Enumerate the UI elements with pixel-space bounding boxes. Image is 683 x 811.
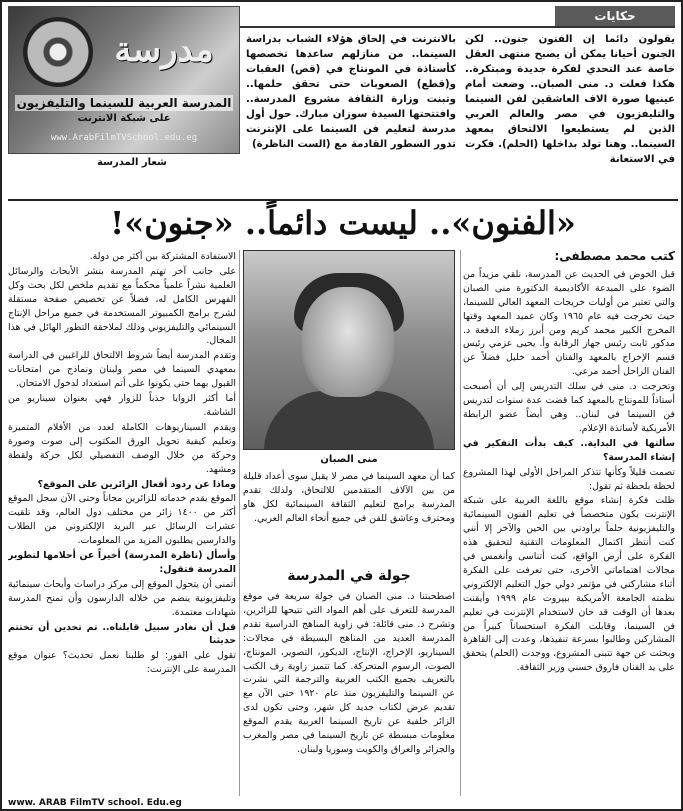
section-tab: حكايات [555, 6, 675, 26]
column-divider [460, 250, 461, 796]
film-reel-icon [23, 17, 93, 87]
paragraph: وتحرجت د. منى في سلك التدريس إلى أن أصبحت أستاذاً للمونتاج بالمعهد كما قضت عدة سنوات لتدريس فن السينما في لبنان.. وهي أيضاً عضو الرابطة الأمريكية لأساتذة الإعلام. [463, 381, 675, 434]
photo-body-shape [264, 391, 434, 450]
right-column [463, 250, 675, 798]
school-logo-image [8, 6, 240, 154]
paragraph: وتقدم المدرسة أيضاً شروط الالتحاق للراغبين في الدراسة بمعهدي السينما في مصر ولبنان ونماذج من امتحانات القبول بهما حتى يكونوا على أتم استعداد لدخول الامتحان. [8, 350, 236, 390]
paragraph: الاستفادة المشتركة بين أكثر من دولة. [89, 251, 236, 262]
middle-text-continued: اصطحبتنا د. منى الصبان في جولة سريعة في موقع المدرسة للتعرف على أهم المواد التي تتيحها للزائرين، وتشرح د. منى قائلة: في زاوية المناهج الدراسية تقدم المدرسة العديد من المناهج البسيطة في مجالات: السيناريو، الإخراج، الإنتاج، الديكور، التصوير، المونتاج، الصوت، الرسوم المتحركة. كما تتميز زاوية رف الكتب بالتعريف بجميع الكتب العربية والترجمة التي نشرت عن السينما والتليفزيون منذ عام ١٩٢٠ حتى الآن مع تقديم عرض لكتاب جديد كل شهر، وحتى تكون لدى الزائر خلفية عن تاريخ السينما العربية يقدم الموقع معلومات مبسطة عن تاريخ السينما في مصر والمغرب والجزائر والعراق والكويت وسوريا ولبنان. [243, 591, 455, 755]
paragraph: ويقدم السيناريوهات الكاملة لعدد من الأفلام المتميزة وتعليم كيفية تحويل الورق المكتوب إلى صوت وصورة وحركة من خلال الوصف التفصيلي لكل حركة ولقطة ومشهد. [8, 421, 236, 475]
headline-rule [8, 199, 678, 201]
intro-middle-text: بالانترنت في إلحاق هؤلاء الشباب بدراسة السينما.. من منازلهم ساعدها تخصصها كأستاذة في المونتاج في (قص) العقبات و(قطع) الصعوبات حتى تحقق حلمها.. وتبنت وزارة الثقافة مشروع المدرسة.. وافتتحتها السيدة سوزان مبارك. حول أول مدرسة لتعليم فن السينما على الإنترنت تدور السطور القادمة مع (الست الناظرة) [246, 34, 456, 150]
intro-right-text: يقولون دائما إن الفنون جنون.. لكن الجنون أحيانا يمكن أن يصبح منتهى العقل خاصة عند التحدي لفكرة جديدة ومبتكرة.. هكذا فعلت د. منى الصبان.. وضعت أمام عينيها صورة الاف العاشقين لفن السينما والتليفزيون في مصر والعالم العربي الذين لم يستطيعوا الالتحاق بمعهد السينما.. وهنا تولد بداخلها (الحلم). فكرت في الاستعانة [465, 34, 675, 165]
logo-url: www.ArabFilmTVSchool.edu.eg [50, 133, 198, 143]
photo-face-shape [302, 287, 394, 397]
paragraph: تصمت قليلاً وكأنها تتذكر المراحل الأولى لهذا المشروع لحظة بلحظة ثم تقول: [463, 466, 675, 492]
paragraph: ظلت فكرة إنشاء موقع باللغة العربية على شبكة الإنترنت يكون متخصصاً في تعليم الفنون السينمائية والتليفزيونية حلماً يراودني بين الحين والآخر إلا أنني كنت أنتظر اكتمال المعلومات التقنية لتحقيق هذه الفكرة على أرض الواقع، كنت أتناسى وأنغمس في مجالات اهتماماتي الأخرى، حتى تعرفت على الفكرة أثناء مشاركتي في مؤتمر دولي حول التعليم الإلكتروني نظمته الجامعة الأمريكية ببيروت عام ١٩٩٩ وأيقنت بعدها أن الوقت قد حان لاستخدام الإنترنت في تعليم فن السينما، وقابلت الفكرة استحساناً كبيراً من المشاركين وطالبوا بسرعة تنفيذها، وعدت إلى القاهرة وبحثت عن جهة تتبنى المشروع، ووجدت (الحلم) يتحقق على يد الفنان فاروق حسني وزير الثقافة. [463, 495, 675, 674]
logo-title: المدرسة العربية للسينما والتليفزيون [16, 96, 232, 110]
paragraph: على جانب آخر تهتم المدرسة بنشر الأبحاث والرسائل العلمية نشراً علمياً محكماً مع تقديم ملخص لكل بحث وكل الفهرس الكامل له، فضلاً عن تخصيص صفحة مستقلة لشرح برامج الكمبيوتر المستخدمة في جميع مراحل الإنتاج السينمائي والتليفزيوني وذلك لملاحقة التطور الهائل في هذا المجال. [8, 265, 236, 347]
middle-text: كما أن معهد السينما في مصر لا يقبل سوى أعداد قليلة من بين الآلاف المتقدمين للالتحاق، ولذلك تقدم المدرسة برامج لتعليم الثقافة السينمائية لكل هاو ومحترف وعاشق للفن في جميع أنحاء العالم العربي. [243, 471, 455, 524]
paragraph: تقول على الفور: لو طلبنا نعمل تحديث؟ عنوان موقع المدرسة على الإنترنت: [8, 650, 236, 676]
paragraph: الموقع يقدم خدماته للزائرين مجاناً وحتى الآن سجل الموقع أكثر من ١٤٠٠ زائر من مختلف دول العالم، وقد تلقيت عشرات الرسائل عبر البريد الإلكتروني من الطلاب والدارسين يطلبون المزيد من المعلومات. [8, 493, 236, 547]
question: وأسأل (ناظرة المدرسة) أخيراً عن أحلامها لتطوير المدرسة فتقول: [8, 550, 236, 575]
question: وماذا عن ردود أفعال الزائرين على الموقع؟ [37, 478, 236, 490]
left-column [8, 250, 236, 798]
logo-subtitle: على شبكة الانترنت [77, 113, 171, 124]
logo-caption: شعار المدرسة [97, 157, 167, 168]
question: سألتها في البداية.. كيف بدأت التفكير في إنشاء المدرسة؟ [463, 437, 675, 463]
paragraph: قبل الخوض في الحديث عن المدرسة، نلقي مزيداً من الضوء على المبدعة الأكاديمية الدكتورة منى الصبان والتي تعتبر من أوليات خريجات المعهد العالي للسينما، حيث تخرجت فيه عام ١٩٦٥ وكان عميد المعهد وقتها المخرج الكبير محمد كريم ومن أبرز زملاء الدفعة د. مدكور ثابت رئيس جهاز الرقابة وأ. يحيى عزمي رئيس قسم الإخراج بالمعهد والفنان أحمد خليل فضلاً عن الفنان الراحل أحمد مرعي. [463, 268, 675, 378]
section-heading: جولة في المدرسة [287, 568, 411, 584]
paragraph: أتمنى أن يتحول الموقع إلى مركز دراسات وأبحاث سينمائية وتليفزيونية ينضم من خلاله الدارسون وأن تمنح المدرسة شهادات معتمدة. [8, 578, 236, 618]
byline: كتب محمد مصطفى: [554, 250, 675, 263]
footer-url: www. ARAB FilmTV school. Edu.eg [8, 798, 182, 808]
headline: «الفنون».. ليست دائماً.. «جنون»! [110, 204, 576, 242]
paragraph: أما أكثر الزوايا جذباً للزوار فهي بعنوان سيناريو من الشاشة. [8, 393, 236, 418]
photo-caption: منى الصبان [320, 454, 378, 465]
portrait-photo [243, 250, 455, 450]
question: قبل أن نغادر سبيل قابلناه.. تم تحدين أن تختتم حديثنا [8, 621, 236, 647]
logo-stamp-text: مدرسة [114, 30, 214, 70]
column-divider [239, 250, 240, 796]
